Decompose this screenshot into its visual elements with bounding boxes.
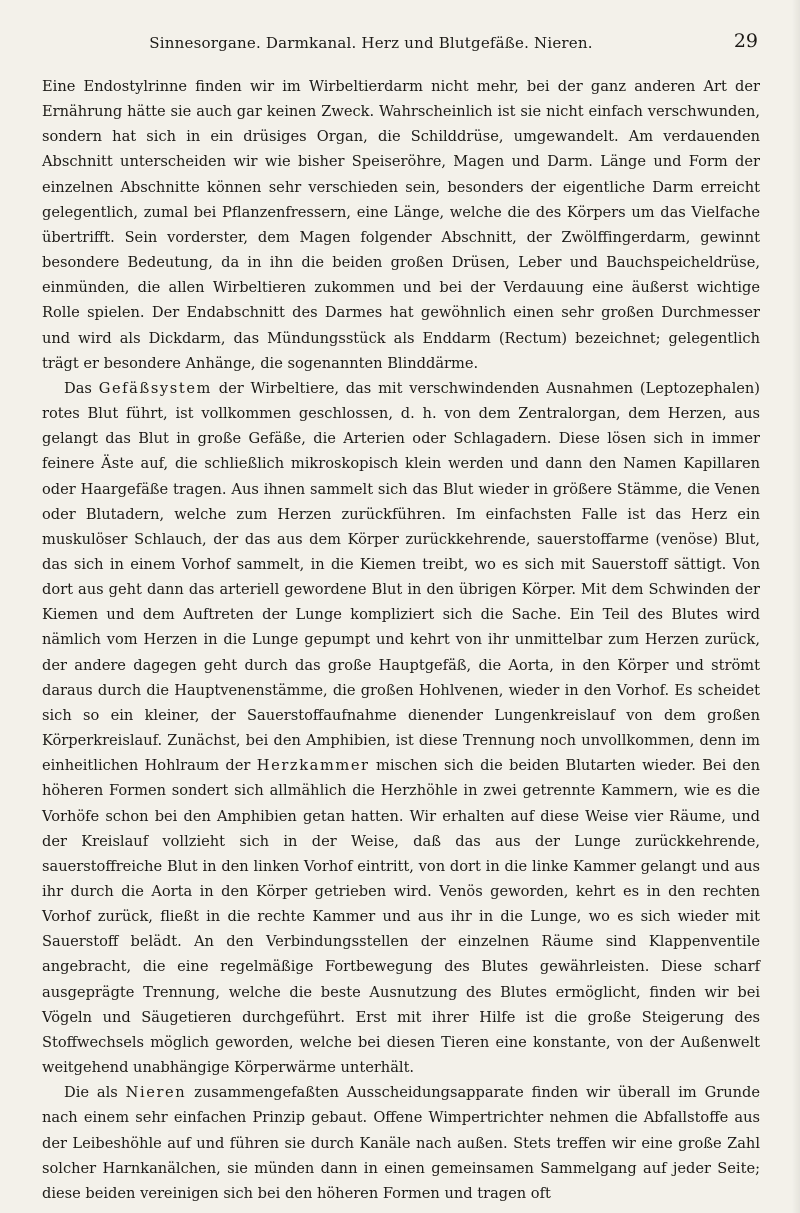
paragraph-text: der Wirbeltiere, das mit verschwindenden Ausnahmen (Leptozephalen) rotes Blut führt, ist vollkommen geschlossen, d. h. von dem Zentralorgan, dem Herzen, aus gelangt das Blut in große Gefäße, die Arterien oder Schlagadern. Diese lösen sich in immer feinere Äste auf, die schließlich mikroskopisch klein werden und dann den Namen Kapillaren oder Haargefäße tragen. Aus ihnen sammelt sich das Blut wieder in größere Stämme, die Venen oder Blutadern, welche zum Herzen zurückführen. Im einfachsten Falle ist das Herz ein muskulöser Schlauch, der das aus dem Körper zurückkehrende, sauerstoffarme (venöse) Blut, das sich in einem Vorhof sammelt, in die Kiemen treibt, wo es sich mit Sauerstoff sättigt. Von dort aus geht dann das arteriell gewordene Blut in den übrigen Körper. Mit dem Schwinden der Kiemen und dem Auftreten der Lunge kompliziert sich die Sache. Ein Teil des Blutes wird nämlich vom Herzen in die Lunge gepumpt und kehrt von ihr unmittelbar zum Herzen zurück, der andere dagegen geht durch das große Hauptgefäß, die Aorta, in den Körper und strömt daraus durch die Hauptvenenstämme, die großen Hohlvenen, wieder in den Vorhof. Es scheidet sich so ein kleiner, der Sauerstoffaufnahme dienender Lungenkreislauf von dem großen Körperkreislauf. Zunächst, bei den Amphibien, ist diese Trennung noch unvollkommen, denn im einheitlichen Hohlraum der bbox=[42, 379, 761, 775]
paragraph-gefaesssystem bbox=[42, 376, 760, 1080]
paragraph-text: Das bbox=[64, 379, 99, 397]
paragraph-text: Eine Endostylrinne finden wir im Wirbeltierdarm nicht mehr, bei der ganz anderen Art der Ernährung hätte sie auch gar keinen Zweck. Wahrscheinlich ist sie nicht einfach verschwunden, sondern hat sich in ein drüsiges Organ, die Schilddrüse, umgewandelt. Am verdauenden Abschnitt unterscheiden wir wie bisher Speiseröhre, Magen und Darm. Länge und Form der einzelnen Abschnitte können sehr verschieden sein, besonders der eigentliche Darm erreicht gelegentlich, zumal bei Pflanzenfressern, eine Länge, welche die des Körpers um das Vielfache übertrifft. Sein vorderster, dem Magen folgender Abschnitt, der Zwölffingerdarm, gewinnt besondere Bedeutung, da in ihn die beiden großen Drüsen, Leber und Bauchspeicheldrüse, einmünden, die allen Wirbeltieren zukommen und bei der Verdauung eine äußerst wichtige Rolle spielen. Der Endabschnitt des Darmes hat gewöhnlich einen sehr großen Durchmesser und wird als Dickdarm, das Mündungsstück als Enddarm (Rectum) bezeichnet; gelegentlich trägt er besondere Anhänge, die sogenannten Blinddärme. bbox=[42, 78, 760, 372]
emphasized-term-herzkammer: Herzkammer bbox=[256, 757, 370, 775]
running-title: Sinnesorgane. Darmkanal. Herz und Blutgefäße. Nieren. bbox=[149, 34, 593, 52]
emphasized-term-nieren: Nieren bbox=[125, 1084, 187, 1102]
running-header bbox=[42, 30, 760, 60]
page-edge-shadow bbox=[792, 0, 800, 1213]
body-text bbox=[42, 74, 760, 1206]
paragraph-text: mischen sich die beiden Blutarten wieder. Bei den höheren Formen sondert sich allmählich die Herzhöhle in zwei getrennte Kammern, wie es die Vorhöfe schon bei den Amphibien getan hatten. Wir erhalten auf diese Weise vier Räume, und der Kreislauf vollzieht sich in der Weise, daß das aus der Lunge zurückkehrende, sauerstoffreiche Blut in den linken Vorhof eintritt, von dort in die linke Kammer gelangt und aus ihr durch die Aorta in den Körper getrieben wird. Venös geworden, kehrt es in den rechten Vorhof zurück, fließt in die rechte Kammer und aus ihr in die Lunge, wo es sich wieder mit Sauerstoff belädt. An den Verbindungsstellen der einzelnen Räume sind Klappenventile angebracht, die eine regelmäßige Fortbewegung des Blutes gewährleisten. Diese scharf ausgeprägte Trennung, welche die beste Ausnutzung des Blutes ermöglicht, finden wir bei Vögeln und Säugetieren durchgeführt. Erst mit ihrer Hilfe ist die große Steigerung des Stoffwechsels möglich geworden, welche bei diesen Tieren eine konstante, von der Außenwelt weitgehend unabhängige Körperwärme unterhält. bbox=[42, 757, 760, 1077]
paragraph-endostyl-darm bbox=[42, 74, 760, 376]
paragraph-text: zusammengefaßten Ausscheidungsapparate finden wir überall im Grunde nach einem sehr einfachen Prinzip gebaut. Offene Wimpertrichter nehmen die Abfallstoffe aus der Leibeshöhle auf und führen sie durch Kanäle nach außen. Stets treffen wir eine große Zahl solcher Harnkanälchen, sie münden dann in einen gemeinsamen Sammelgang auf jeder Seite; diese beiden vereinigen sich bei den höheren Formen und tragen oft bbox=[42, 1084, 761, 1202]
page-number: 29 bbox=[733, 30, 758, 52]
emphasized-term-gefaesssystem: Gefäßsystem bbox=[98, 379, 212, 397]
paragraph-nieren bbox=[42, 1080, 760, 1206]
paragraph-text: Die als bbox=[64, 1084, 126, 1102]
